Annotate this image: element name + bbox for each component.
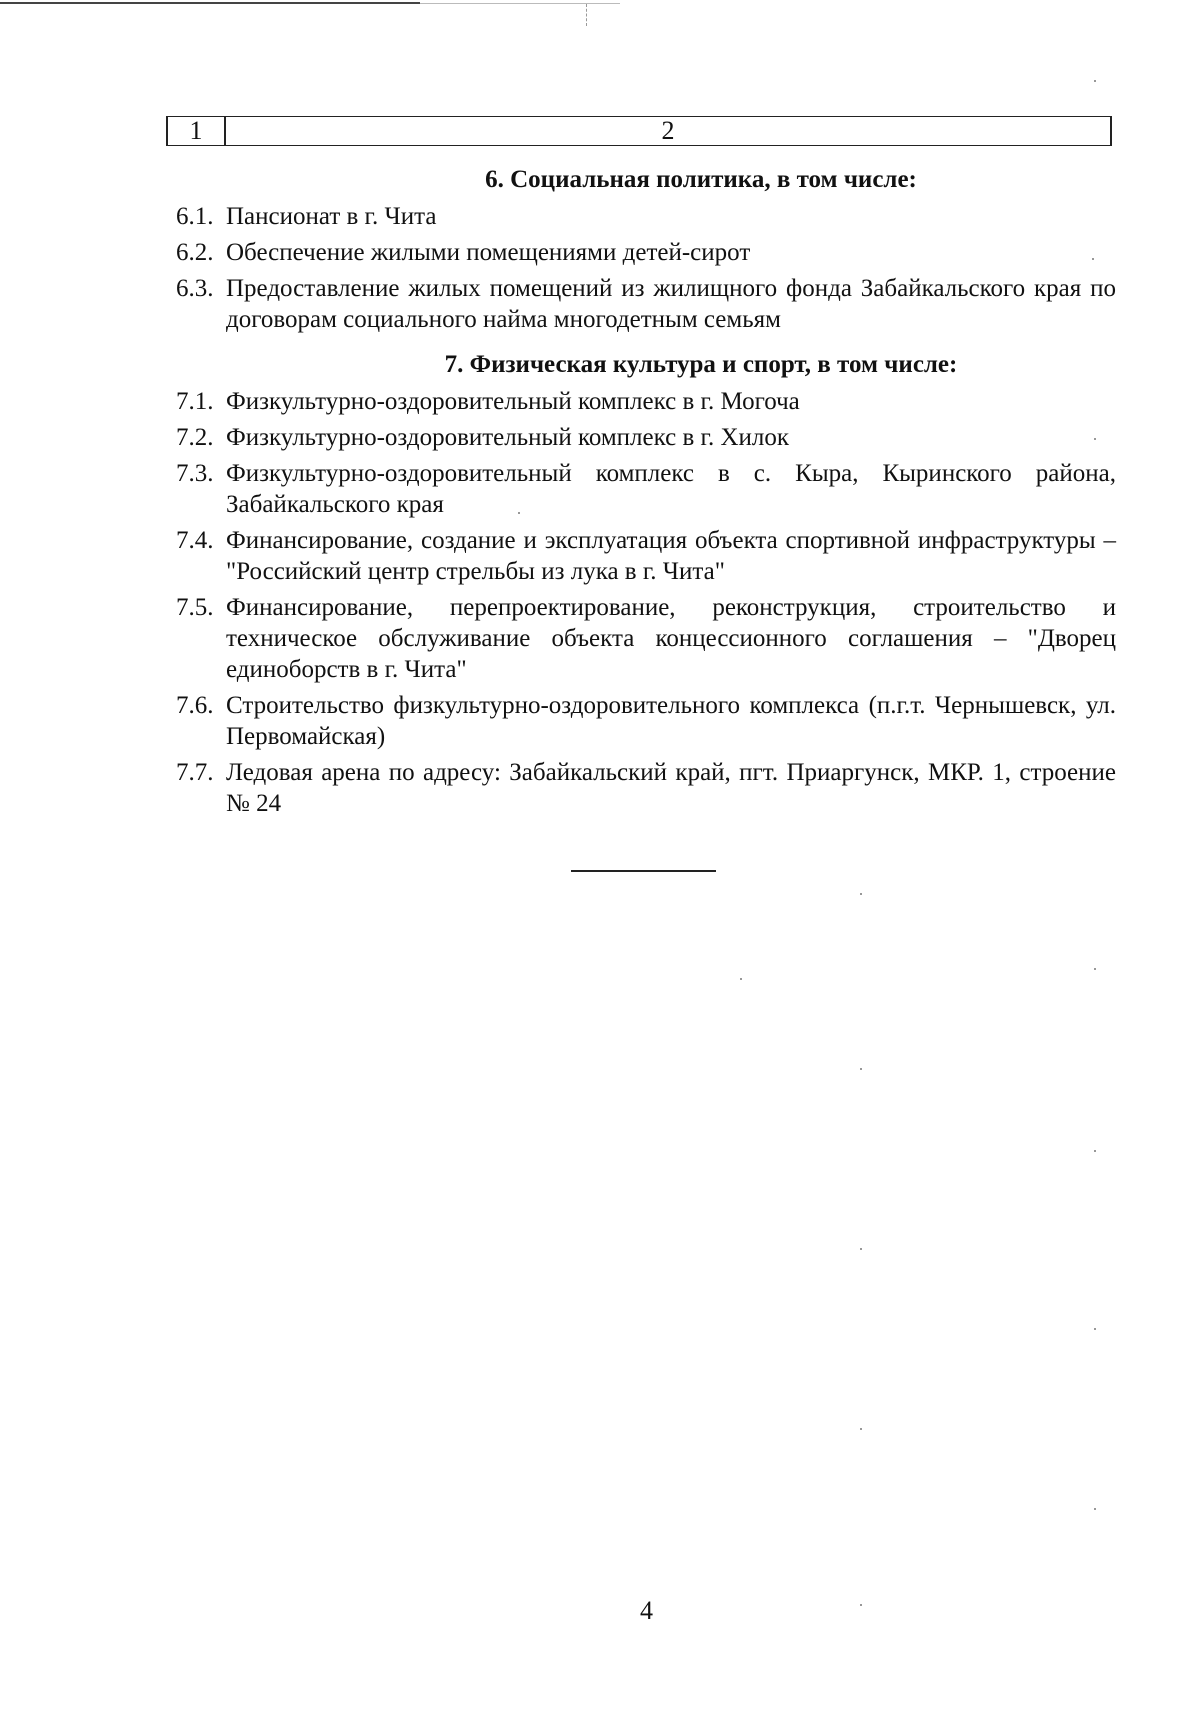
item-number: 7.6.	[176, 692, 214, 719]
item-number: 7.2.	[176, 424, 214, 451]
page-number: 4	[640, 1596, 653, 1625]
column-header-1: 1	[168, 117, 226, 145]
item-number: 7.7.	[176, 759, 214, 786]
list-item	[176, 422, 1116, 453]
item-text: Обеспечение жилыми помещениями детей-сирот	[226, 239, 751, 266]
scan-speck	[740, 978, 742, 980]
column-header-2: 2	[661, 116, 675, 145]
item-number: 7.3.	[176, 460, 214, 487]
end-of-list-rule	[571, 870, 716, 872]
scan-speck	[860, 893, 862, 895]
scan-speck	[860, 1604, 862, 1606]
scan-speck	[860, 1068, 862, 1070]
scan-speck	[1092, 258, 1094, 260]
list-item	[176, 458, 1116, 520]
item-number: 6.3.	[176, 275, 214, 302]
scan-speck	[1094, 80, 1096, 82]
item-text: Физкультурно-оздоровительный комплекс в г. Хилок	[226, 424, 790, 451]
list-item	[176, 757, 1116, 819]
item-text: Финансирование, создание и эксплуатация объекта спортивной инфраструктуры – "Российский центр стрельбы из лука в г. Чита"	[226, 527, 1116, 585]
scan-speck	[860, 1428, 862, 1430]
item-text: Строительство физкультурно-оздоровительного комплекса (п.г.т. Чернышевск, ул. Первомайская)	[226, 692, 1116, 750]
item-text: Пансионат в г. Чита	[226, 203, 437, 230]
document-body	[176, 150, 1116, 824]
section-heading-7: 7. Физическая культура и спорт, в том числе:	[444, 351, 958, 378]
scan-edge-line-faint	[420, 3, 620, 4]
scan-speck	[518, 512, 520, 514]
list-item	[176, 525, 1116, 587]
section-heading-6: 6. Социальная политика, в том числе:	[485, 166, 917, 193]
item-text: Финансирование, перепроектирование, реконструкция, строительство и техническое обслуживание объекта концессионного соглашения – "Дворец единоборств в г. Чита"	[226, 594, 1116, 683]
list-item	[176, 690, 1116, 752]
item-number: 6.1.	[176, 203, 214, 230]
scan-edge-line	[0, 2, 420, 4]
list-item	[176, 386, 1116, 417]
list-item	[176, 273, 1116, 335]
item-number: 7.5.	[176, 594, 214, 621]
item-number: 7.1.	[176, 388, 214, 415]
item-text: Ледовая арена по адресу: Забайкальский край, пгт. Приаргунск, МКР. 1, строение № 24	[226, 759, 1116, 817]
list-item	[176, 237, 1116, 268]
scan-speck	[1094, 1328, 1096, 1330]
scan-speck	[1094, 438, 1096, 440]
scan-tick-mark	[586, 4, 588, 26]
scan-speck	[860, 1248, 862, 1250]
scan-speck	[1094, 1150, 1096, 1152]
list-item	[176, 201, 1116, 232]
item-text: Физкультурно-оздоровительный комплекс в с. Кыра, Кыринского района, Забайкальского края	[226, 460, 1116, 518]
item-number: 6.2.	[176, 239, 214, 266]
scan-speck	[1094, 968, 1096, 970]
item-text: Физкультурно-оздоровительный комплекс в г. Могоча	[226, 388, 800, 415]
column-header-table	[166, 116, 1112, 146]
item-number: 7.4.	[176, 527, 214, 554]
item-text: Предоставление жилых помещений из жилищного фонда Забайкальского края по договорам социального найма многодетным семьям	[226, 275, 1116, 333]
list-item	[176, 592, 1116, 685]
scan-speck	[1094, 1508, 1096, 1510]
